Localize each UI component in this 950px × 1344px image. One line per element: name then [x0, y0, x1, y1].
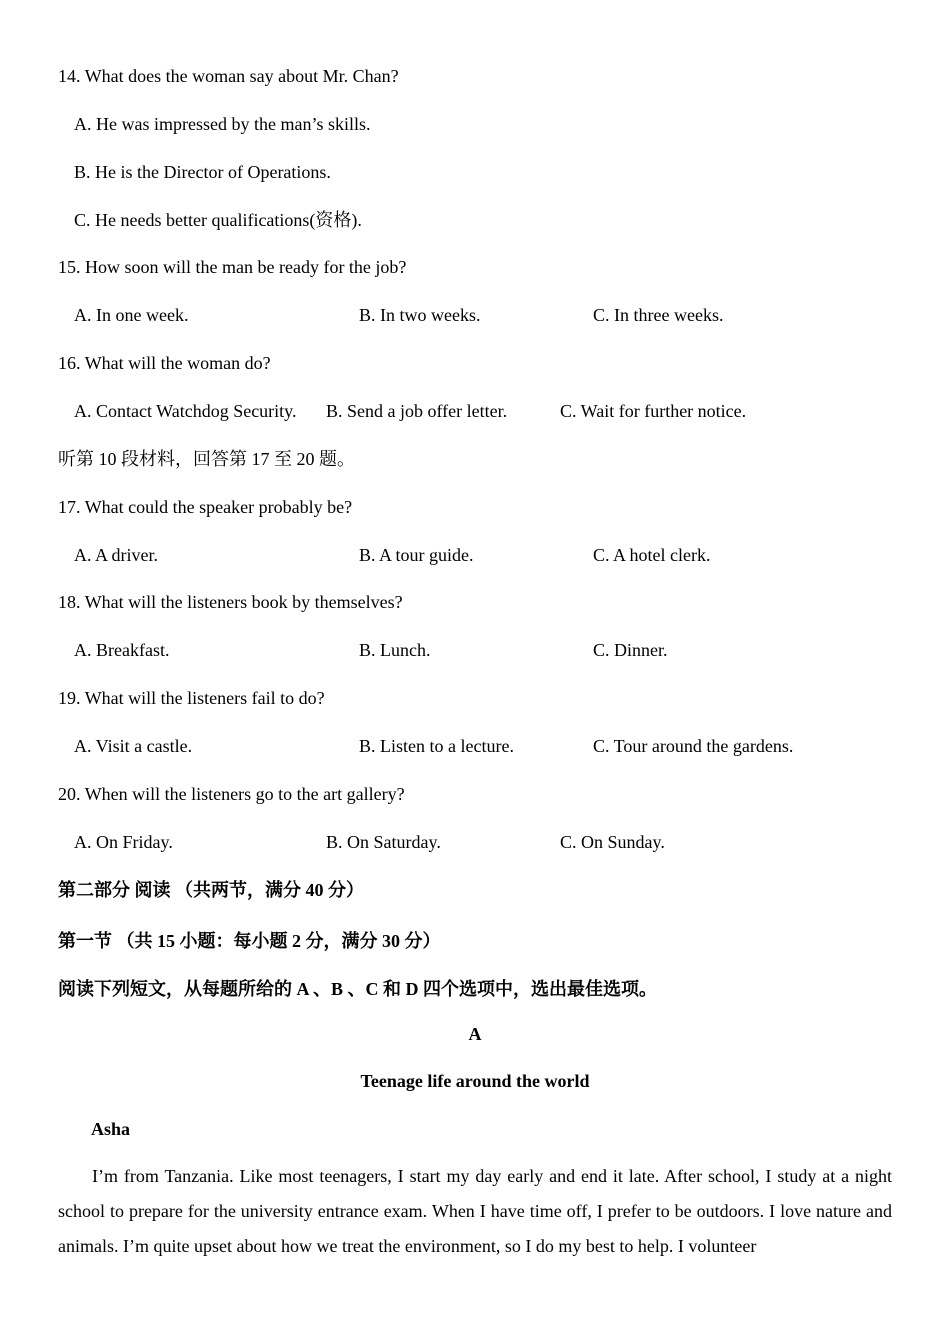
question-18-option-c: C. Dinner.: [593, 640, 668, 660]
question-14-option-a: A. He was impressed by the man’s skills.: [74, 114, 371, 134]
question-16-option-c: C. Wait for further notice.: [560, 401, 747, 421]
question-17-option-b: B. A tour guide.: [359, 545, 474, 565]
passage-title: Teenage life around the world: [360, 1071, 590, 1091]
question-14-option-b: B. He is the Director of Operations.: [74, 162, 331, 182]
passage-paragraph: I’m from Tanzania. Like most teenagers, I start my day early and end it late. After school, I study at a night school to prepare for the university entrance exam. When I have time off, I prefer to be outdoors. I love nature and animals. I’m quite upset about how we treat the environment, so I do my best to help. I volunteer: [58, 1166, 892, 1256]
question-15-option-a: A. In one week.: [74, 305, 189, 325]
reading-instruction: 阅读下列短文，从每题所给的 A 、B 、C 和 D 四个选项中，选出最佳选项。: [58, 979, 658, 999]
question-16-option-a: A. Contact Watchdog Security.: [74, 401, 297, 421]
question-16-stem: 16. What will the woman do?: [58, 353, 271, 373]
question-17-option-a: A. A driver.: [74, 545, 158, 565]
passage-speaker-name: Asha: [91, 1119, 131, 1139]
question-18-option-a: A. Breakfast.: [74, 640, 170, 660]
question-18-stem: 18. What will the listeners book by themselves?: [58, 592, 403, 612]
question-17-option-c: C. A hotel clerk.: [593, 545, 711, 565]
part-two-title: 第二部分 阅读 （共两节，满分 40 分）: [58, 880, 364, 900]
question-19-option-a: A. Visit a castle.: [74, 736, 193, 756]
question-20-option-c: C. On Sunday.: [560, 832, 665, 852]
question-15-option-b: B. In two weeks.: [359, 305, 481, 325]
question-19-option-c: C. Tour around the gardens.: [593, 736, 794, 756]
question-14-option-c: C. He needs better qualifications(资格).: [74, 210, 362, 230]
question-17-stem: 17. What could the speaker probably be?: [58, 497, 353, 517]
question-20-stem: 20. When will the listeners go to the art gallery?: [58, 784, 405, 804]
question-14-stem: 14. What does the woman say about Mr. Chan?: [58, 66, 399, 86]
question-16-option-b: B. Send a job offer letter.: [326, 401, 508, 421]
question-20-option-a: A. On Friday.: [74, 832, 173, 852]
question-15-stem: 15. How soon will the man be ready for the job?: [58, 257, 407, 277]
question-18-option-b: B. Lunch.: [359, 640, 431, 660]
question-19-option-b: B. Listen to a lecture.: [359, 736, 514, 756]
section-one-title: 第一节 （共 15 小题：每小题 2 分，满分 30 分）: [58, 931, 441, 951]
question-19-stem: 19. What will the listeners fail to do?: [58, 688, 325, 708]
passage-letter: A: [468, 1024, 482, 1044]
question-20-option-b: B. On Saturday.: [326, 832, 441, 852]
listening-instruction-10: 听第 10 段材料，回答第 17 至 20 题。: [58, 449, 355, 469]
question-15-option-c: C. In three weeks.: [593, 305, 724, 325]
